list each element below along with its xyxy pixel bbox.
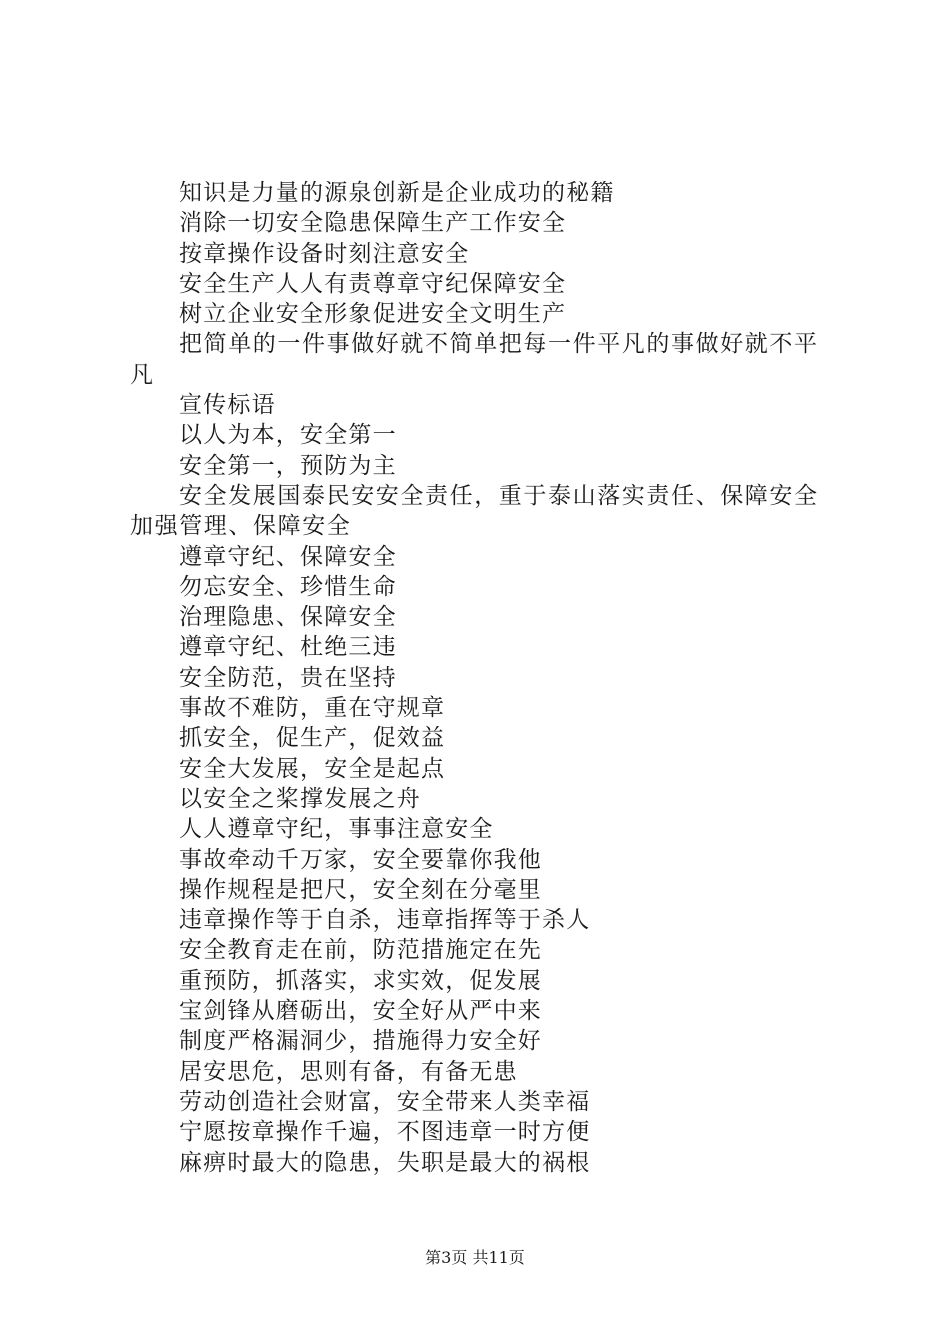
- text-line: 遵章守纪、杜绝三违: [179, 634, 397, 661]
- text-line: 宁愿按章操作千遍，不图违章一时方便: [179, 1119, 591, 1146]
- text-line: 知识是力量的源泉创新是企业成功的秘籍: [179, 180, 615, 206]
- section-heading: 宣传标语: [179, 392, 276, 419]
- text-line: 重预防，抓落实，求实效，促发展: [179, 967, 542, 994]
- text-line: 麻痹时最大的隐患，失职是最大的祸根: [179, 1149, 591, 1176]
- text-line: 操作规程是把尺，安全刻在分毫里: [179, 876, 542, 903]
- document-body: [130, 178, 830, 1178]
- text-line: 劳动创造社会财富，安全带来人类幸福: [179, 1088, 591, 1115]
- text-line: 安全第一，预防为主: [179, 452, 397, 479]
- text-line: 违章操作等于自杀，违章指挥等于杀人: [179, 907, 591, 934]
- text-line: 以人为本，安全第一: [179, 422, 397, 449]
- text-line: 树立企业安全形象促进安全文明生产: [179, 301, 567, 328]
- text-line: 制度严格漏洞少，措施得力安全好: [179, 1028, 542, 1055]
- text-line: 遵章守纪、保障安全: [179, 543, 397, 570]
- text-line: 以安全之桨撑发展之舟: [179, 785, 421, 812]
- text-line: 把简单的一件事做好就不简单把每一件平凡的事做好就不平凡: [130, 331, 819, 388]
- page-number-footer: 第3页 共11页: [425, 1248, 525, 1267]
- text-line: 安全教育走在前，防范措施定在先: [179, 937, 542, 964]
- text-line: 抓安全，促生产，促效益: [179, 725, 446, 752]
- text-line: 宝剑锋从磨砺出，安全好从严中来: [179, 998, 542, 1025]
- text-line: 按章操作设备时刻注意安全: [179, 240, 470, 267]
- text-line: 事故不难防，重在守规章: [179, 695, 446, 722]
- text-line: 勿忘安全、珍惜生命: [179, 573, 397, 600]
- text-line: 安全防范，贵在坚持: [179, 664, 397, 691]
- text-line: 消除一切安全隐患保障生产工作安全: [179, 210, 567, 237]
- text-line: 居安思危，思则有备，有备无患: [179, 1058, 518, 1085]
- text-line: 安全大发展，安全是起点: [179, 755, 446, 782]
- text-line: 事故牵动千万家，安全要靠你我他: [179, 846, 542, 873]
- text-line: 人人遵章守纪，事事注意安全: [179, 816, 494, 843]
- text-line: 安全生产人人有责尊章守纪保障安全: [179, 270, 567, 297]
- text-line: 安全发展国泰民安安全责任，重于泰山落实责任、保障安全加强管理、保障安全: [130, 482, 819, 540]
- text-line: 治理隐患、保障安全: [179, 604, 397, 631]
